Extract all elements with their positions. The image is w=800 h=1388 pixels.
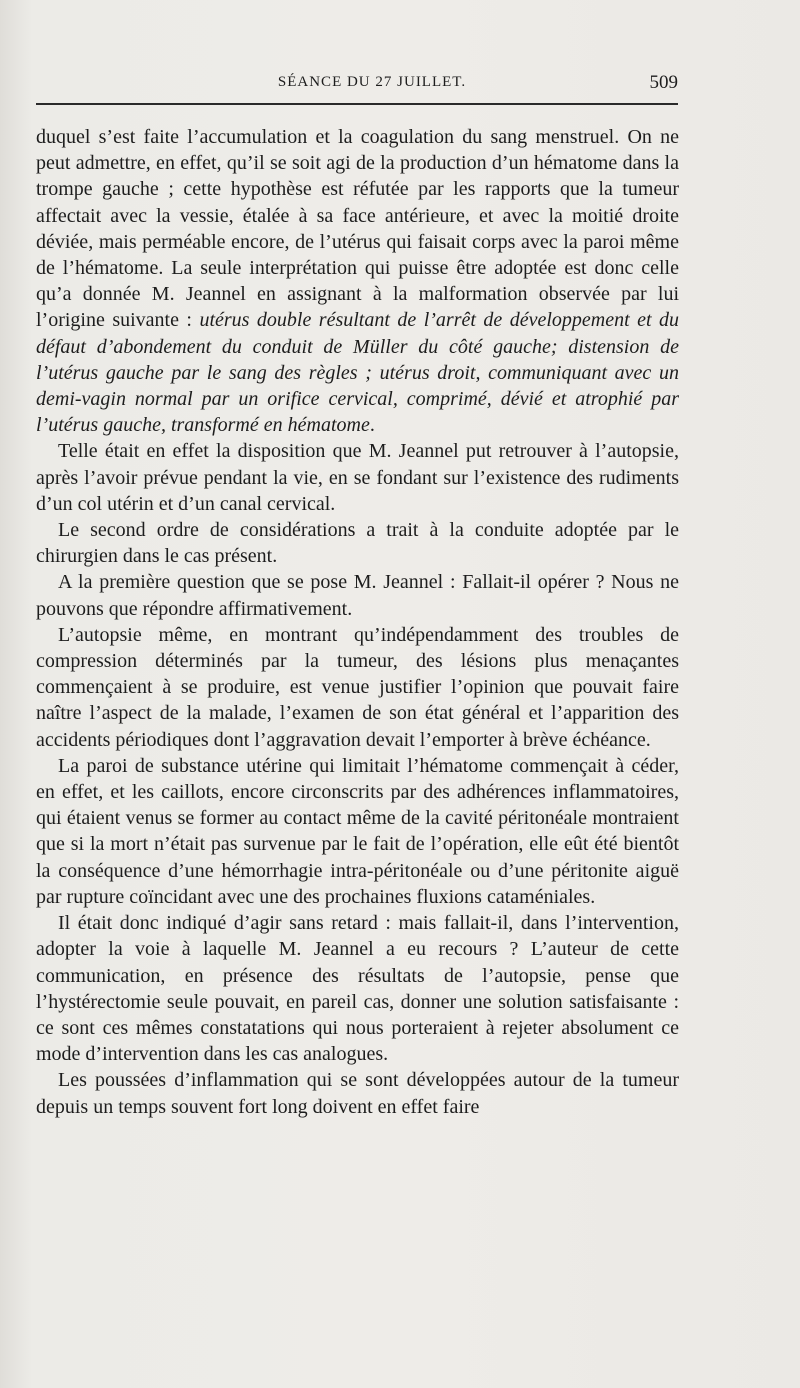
paragraph: Il était donc indiqué d’agir sans retard : mais fallait-il, dans l’intervention, adopter la voie à laquelle M. Jeannel a eu recours ? L’auteur de cette communication, en présence des résultats de l’autopsie, pense que l’hystérectomie seule pouvait, en pareil cas, donner une solution satisfaisante : ce sont ces mêmes constatations qui nous porteraient à rejeter absolument ce mode d’intervention dans les cas analogues. [36, 912, 679, 1066]
page-number: 509 [649, 72, 678, 93]
paragraph: A la première question que se pose M. Jeannel : Fallait-il opérer ? Nous ne pouvons que répondre affirmativement. [36, 571, 679, 620]
running-head [36, 72, 678, 100]
paragraph: Le second ordre de considérations a trait à la conduite adoptée par le chirurgien dans le cas présent. [36, 519, 679, 568]
paragraph: Telle était en effet la disposition que M. Jeannel put retrouver à l’autopsie, après l’avoir prévue pendant la vie, en se fondant sur l’existence des rudiments d’un col utérin et d’un canal cervical. [36, 440, 679, 515]
body-text [36, 124, 679, 1120]
header-rule [36, 103, 678, 105]
running-title: SÉANCE DU 27 JUILLET. [277, 74, 467, 90]
italic-passage: utérus double résultant de l’arrêt de développement et du défaut d’abondement du conduit de Müller du côté gauche; distension de l’utérus gauche par le sang des règles ; utérus droit, communiquant avec un demi-vagin normal par un orifice cervical, comprimé, dévié et atrophié par l’utérus gauche, transformé en hématome [36, 309, 679, 437]
paragraph: L’autopsie même, en montrant qu’indépendamment des troubles de compression déterminés par la tumeur, des lésions plus menaçantes commençaient à se produire, est venue justifier l’opinion que pouvait faire naître l’aspect de la malade, l’examen de son état général et l’apparition des accidents périodiques dont l’aggravation devait l’emporter à brève échéance. [36, 623, 679, 751]
paragraph: Les poussées d’inflammation qui se sont développées autour de la tumeur depuis un temps souvent fort long doivent en effet faire [36, 1069, 679, 1118]
paragraph: La paroi de substance utérine qui limitait l’hématome commençait à céder, en effet, et les caillots, encore circonscrits par des adhérences inflammatoires, qui étaient venus se former au contact même de la cavité péritonéale montraient que si la mort n’était pas survenue par le fait de l’opération, elle eût été bientôt la conséquence d’une hémorrhagie intra-péritonéale ou d’une péritonite aiguë par rupture coïncidant avec une des prochaines fluxions cataméniales. [36, 754, 679, 908]
paragraph [36, 124, 679, 438]
paragraph-end: . [369, 414, 375, 437]
paragraph-text: duquel s’est faite l’accumulation et la coagulation du sang menstruel. On ne peut admettre, en effet, qu’il se soit agi de la production d’un hématome dans la trompe gauche ; cette hypothèse est réfutée par les rapports que la tumeur affectait avec la vessie, étalée à sa face antérieure, et avec la moitié droite déviée, mais perméable encore, de l’utérus qui faisait corps avec la paroi même de l’hématome. La seule interprétation qui puisse être adoptée est donc celle qu’a donnée M. Jeannel en assignant à la malformation observée par lui l’origine suivante : [36, 126, 679, 332]
